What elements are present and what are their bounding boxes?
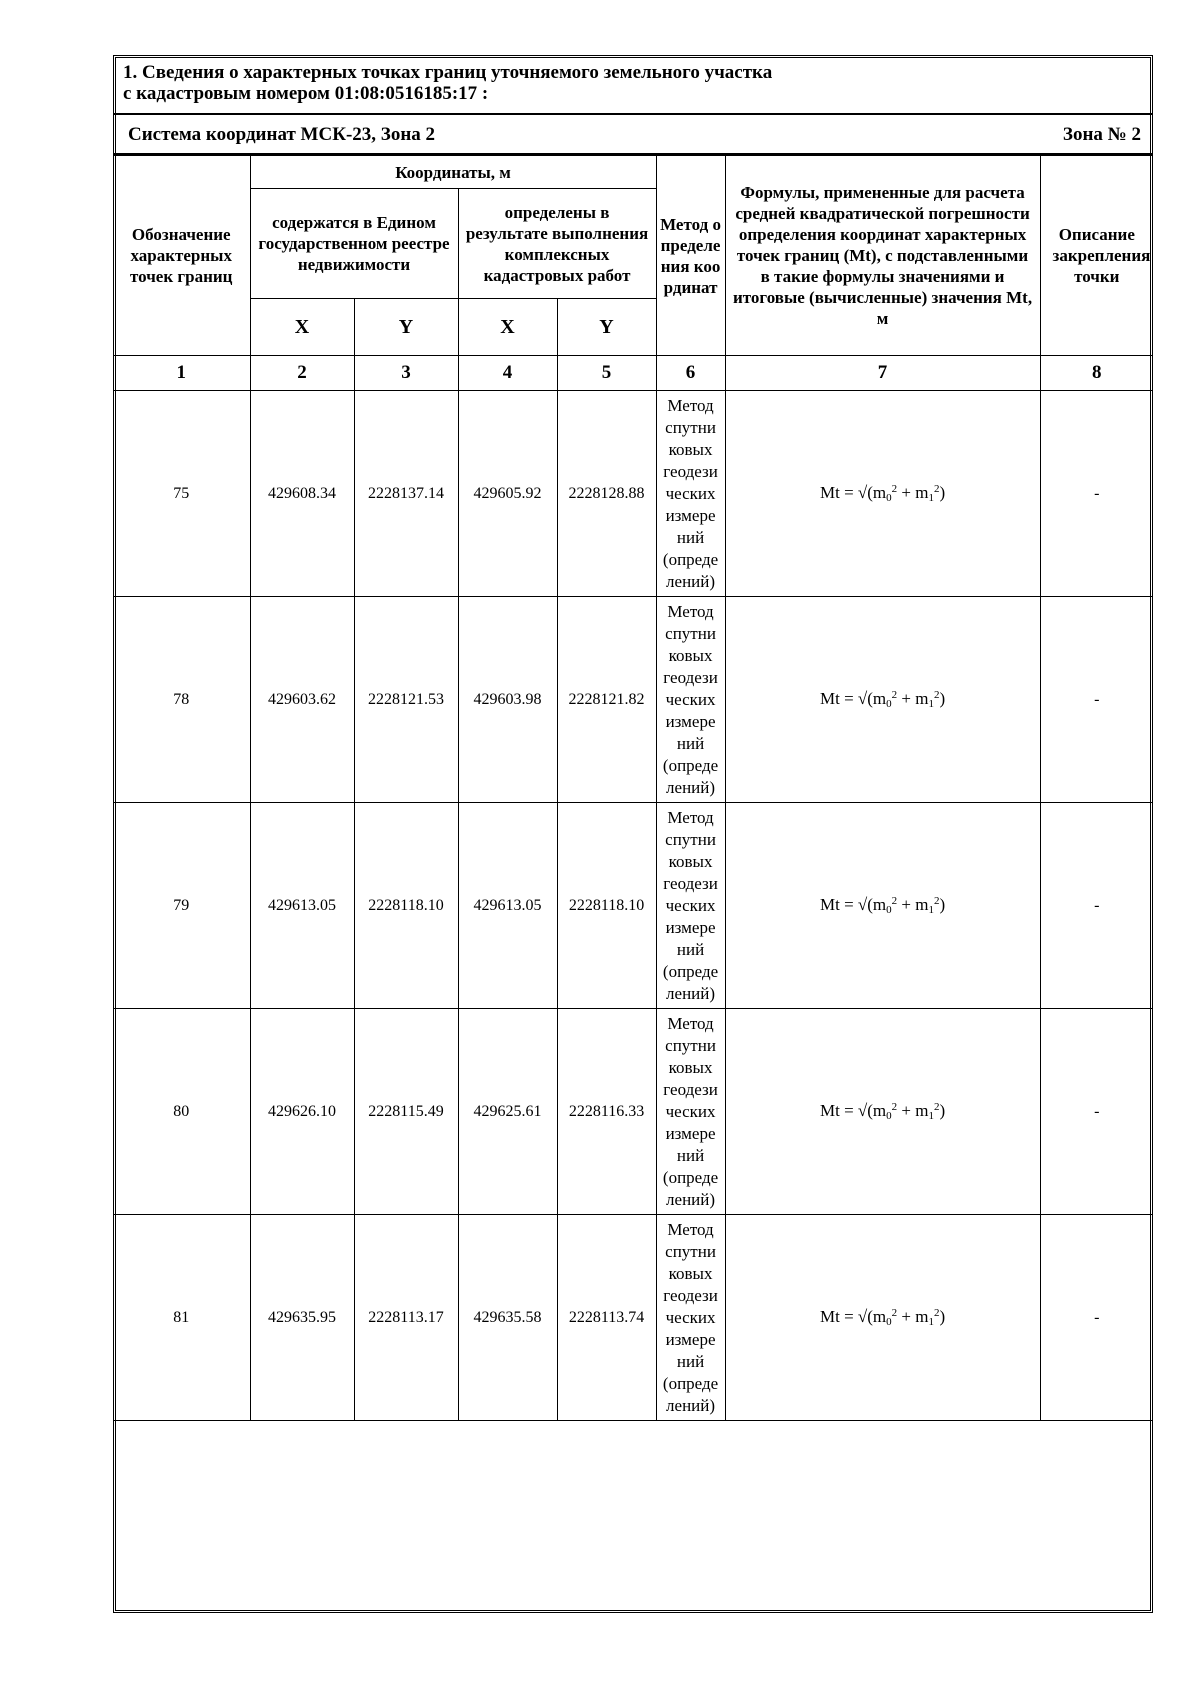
method-line: (опреде bbox=[662, 1167, 719, 1187]
registry-y: 2228118.10 bbox=[354, 803, 458, 1009]
registry-x: 429603.62 bbox=[250, 597, 354, 803]
column-number: 2 bbox=[250, 356, 354, 391]
method-line: ковых bbox=[668, 645, 713, 665]
formula-part: 2 bbox=[891, 1307, 898, 1319]
registry-y: 2228137.14 bbox=[354, 391, 458, 597]
registry-x: 429608.34 bbox=[250, 391, 354, 597]
method-line: ний bbox=[676, 939, 705, 959]
method-line: (опреде bbox=[662, 1373, 719, 1393]
method-line: измере bbox=[665, 711, 716, 731]
method-line: Метод bbox=[667, 601, 714, 621]
column-number: 4 bbox=[458, 356, 557, 391]
formula-part: 0 bbox=[886, 698, 892, 710]
method-line: спутни bbox=[665, 1241, 716, 1261]
formula-cell bbox=[725, 1009, 1040, 1215]
header-in-registry: содержатся в Едином государственном реестре недвижимости bbox=[250, 189, 458, 299]
formula-part: 0 bbox=[886, 1110, 892, 1122]
formula-part: + m bbox=[897, 689, 929, 708]
column-number: 3 bbox=[354, 356, 458, 391]
formula-cell bbox=[725, 803, 1040, 1009]
formula-part: 1 bbox=[928, 698, 934, 710]
formula-part: 0 bbox=[886, 492, 892, 504]
header-formulas: Формулы, примененные для расчета средней квадратической погрешности определения координат характерных точек границ (Mt), с подставленными в такие формулы значениями и итоговые (вычисленные) значения Mt, м bbox=[725, 156, 1040, 356]
method-line: спутни bbox=[665, 623, 716, 643]
header-description: Описание закрепления точки bbox=[1040, 156, 1153, 356]
point-description: - bbox=[1040, 803, 1153, 1009]
method-cell bbox=[656, 1215, 725, 1421]
registry-x: 429626.10 bbox=[250, 1009, 354, 1215]
method-line: спутни bbox=[665, 829, 716, 849]
method-line: (опреде bbox=[662, 549, 719, 569]
method-cell bbox=[656, 391, 725, 597]
method-line: ковых bbox=[668, 1057, 713, 1077]
zone-label: Зона № 2 bbox=[1062, 124, 1141, 145]
header-det-y: Y bbox=[557, 299, 656, 356]
method-line: ний bbox=[676, 1351, 705, 1371]
table-row bbox=[113, 1009, 1153, 1215]
determined-y: 2228121.82 bbox=[557, 597, 656, 803]
formula-cell bbox=[725, 1215, 1040, 1421]
registry-y: 2228121.53 bbox=[354, 597, 458, 803]
header-reg-x: X bbox=[250, 299, 354, 356]
point-number: 78 bbox=[113, 597, 250, 803]
section-title-line2: с кадастровым номером 01:08:0516185:17 : bbox=[123, 83, 489, 104]
method-line: спутни bbox=[665, 1035, 716, 1055]
formula-part: ) bbox=[939, 1307, 946, 1326]
formula-part: 1 bbox=[928, 492, 934, 504]
formula-part: + m bbox=[897, 1101, 929, 1120]
method-line: геодези bbox=[663, 1079, 718, 1099]
formula-part: Mt = √(m bbox=[819, 1307, 887, 1326]
method-line: измере bbox=[665, 505, 716, 525]
determined-y: 2228118.10 bbox=[557, 803, 656, 1009]
formula-part: ) bbox=[939, 1101, 946, 1120]
method-line: ческих bbox=[665, 895, 716, 915]
determined-x: 429613.05 bbox=[458, 803, 557, 1009]
formula-part: 2 bbox=[933, 1101, 940, 1113]
header-reg-y: Y bbox=[354, 299, 458, 356]
formula-part: 2 bbox=[933, 483, 940, 495]
method-line: спутни bbox=[665, 417, 716, 437]
method-line: ковых bbox=[668, 1263, 713, 1283]
column-number: 1 bbox=[113, 356, 250, 391]
formula-part: + m bbox=[897, 895, 929, 914]
method-line: Метод bbox=[667, 1013, 714, 1033]
determined-y: 2228116.33 bbox=[557, 1009, 656, 1215]
method-line: ческих bbox=[665, 483, 716, 503]
method-line: Метод bbox=[667, 395, 714, 415]
formula-part: 1 bbox=[928, 1110, 934, 1122]
method-line: ческих bbox=[665, 1307, 716, 1327]
table-row bbox=[113, 597, 1153, 803]
method-line: ний bbox=[676, 733, 705, 753]
formula-part: + m bbox=[897, 483, 929, 502]
method-line: геодези bbox=[663, 461, 718, 481]
formula-part: 2 bbox=[891, 895, 898, 907]
method-line: ковых bbox=[668, 439, 713, 459]
method-line: измере bbox=[665, 917, 716, 937]
method-line: лений) bbox=[666, 1189, 716, 1209]
point-number: 81 bbox=[113, 1215, 250, 1421]
table-row bbox=[113, 391, 1153, 597]
method-cell bbox=[656, 803, 725, 1009]
determined-y: 2228113.74 bbox=[557, 1215, 656, 1421]
formula-cell bbox=[725, 597, 1040, 803]
determined-x: 429635.58 bbox=[458, 1215, 557, 1421]
coordinate-system-label: Система координат МСК-23, Зона 2 bbox=[128, 124, 436, 145]
registry-x: 429613.05 bbox=[250, 803, 354, 1009]
coordinate-system-bar bbox=[113, 115, 1153, 155]
method-line: лений) bbox=[666, 571, 716, 591]
formula-part: ) bbox=[939, 895, 946, 914]
formula-part: ) bbox=[939, 483, 946, 502]
column-number: 5 bbox=[557, 356, 656, 391]
formula-cell bbox=[725, 391, 1040, 597]
formula-part: Mt = √(m bbox=[819, 1101, 887, 1120]
formula-part: 1 bbox=[928, 904, 934, 916]
point-description: - bbox=[1040, 1009, 1153, 1215]
point-number: 75 bbox=[113, 391, 250, 597]
formula-part: 2 bbox=[891, 483, 898, 495]
method-line: ческих bbox=[665, 1101, 716, 1121]
column-number: 8 bbox=[1040, 356, 1153, 391]
method-cell bbox=[656, 1009, 725, 1215]
point-description: - bbox=[1040, 391, 1153, 597]
header-determined: определены в результате выполнения комплексных кадастровых работ bbox=[458, 189, 656, 299]
formula-part: Mt = √(m bbox=[819, 895, 887, 914]
header-det-x: X bbox=[458, 299, 557, 356]
formula-part: + m bbox=[897, 1307, 929, 1326]
determined-y: 2228128.88 bbox=[557, 391, 656, 597]
formula-part: Mt = √(m bbox=[819, 483, 887, 502]
method-cell bbox=[656, 597, 725, 803]
registry-x: 429635.95 bbox=[250, 1215, 354, 1421]
section-title-line1: 1. Сведения о характерных точках границ уточняемого земельного участка bbox=[123, 62, 773, 83]
point-description: - bbox=[1040, 1215, 1153, 1421]
formula-part: 2 bbox=[933, 1307, 940, 1319]
formula-part: 0 bbox=[886, 1316, 892, 1328]
point-description: - bbox=[1040, 597, 1153, 803]
method-line: Метод bbox=[667, 807, 714, 827]
formula-part: 1 bbox=[928, 1316, 934, 1328]
section-title bbox=[113, 55, 1153, 115]
formula-part: 2 bbox=[891, 1101, 898, 1113]
header-method: Метод определения координат bbox=[656, 156, 725, 356]
method-line: измере bbox=[665, 1329, 716, 1349]
method-line: (опреде bbox=[662, 755, 719, 775]
point-number: 80 bbox=[113, 1009, 250, 1215]
header-coordinates: Координаты, м bbox=[250, 156, 656, 189]
method-line: геодези bbox=[663, 667, 718, 687]
method-line: Метод bbox=[667, 1219, 714, 1239]
method-line: измере bbox=[665, 1123, 716, 1143]
formula-part: 2 bbox=[933, 895, 940, 907]
determined-x: 429605.92 bbox=[458, 391, 557, 597]
method-line: ний bbox=[676, 1145, 705, 1165]
header-point-designation: Обозначение характерных точек границ bbox=[113, 156, 250, 356]
method-line: геодези bbox=[663, 873, 718, 893]
registry-y: 2228113.17 bbox=[354, 1215, 458, 1421]
formula-part: Mt = √(m bbox=[819, 689, 887, 708]
determined-x: 429625.61 bbox=[458, 1009, 557, 1215]
registry-y: 2228115.49 bbox=[354, 1009, 458, 1215]
method-line: ний bbox=[676, 527, 705, 547]
method-line: геодези bbox=[663, 1285, 718, 1305]
column-number: 7 bbox=[725, 356, 1040, 391]
formula-part: 0 bbox=[886, 904, 892, 916]
table-row bbox=[113, 1215, 1153, 1421]
method-line: лений) bbox=[666, 983, 716, 1003]
formula-part: 2 bbox=[891, 689, 898, 701]
method-line: лений) bbox=[666, 1395, 716, 1415]
column-number-row bbox=[113, 356, 1153, 391]
table-row bbox=[113, 803, 1153, 1009]
method-line: ческих bbox=[665, 689, 716, 709]
points-table bbox=[113, 155, 1153, 1421]
formula-part: ) bbox=[939, 689, 946, 708]
formula-part: 2 bbox=[933, 689, 940, 701]
method-line: ковых bbox=[668, 851, 713, 871]
method-line: лений) bbox=[666, 777, 716, 797]
method-line: (опреде bbox=[662, 961, 719, 981]
determined-x: 429603.98 bbox=[458, 597, 557, 803]
column-number: 6 bbox=[656, 356, 725, 391]
point-number: 79 bbox=[113, 803, 250, 1009]
